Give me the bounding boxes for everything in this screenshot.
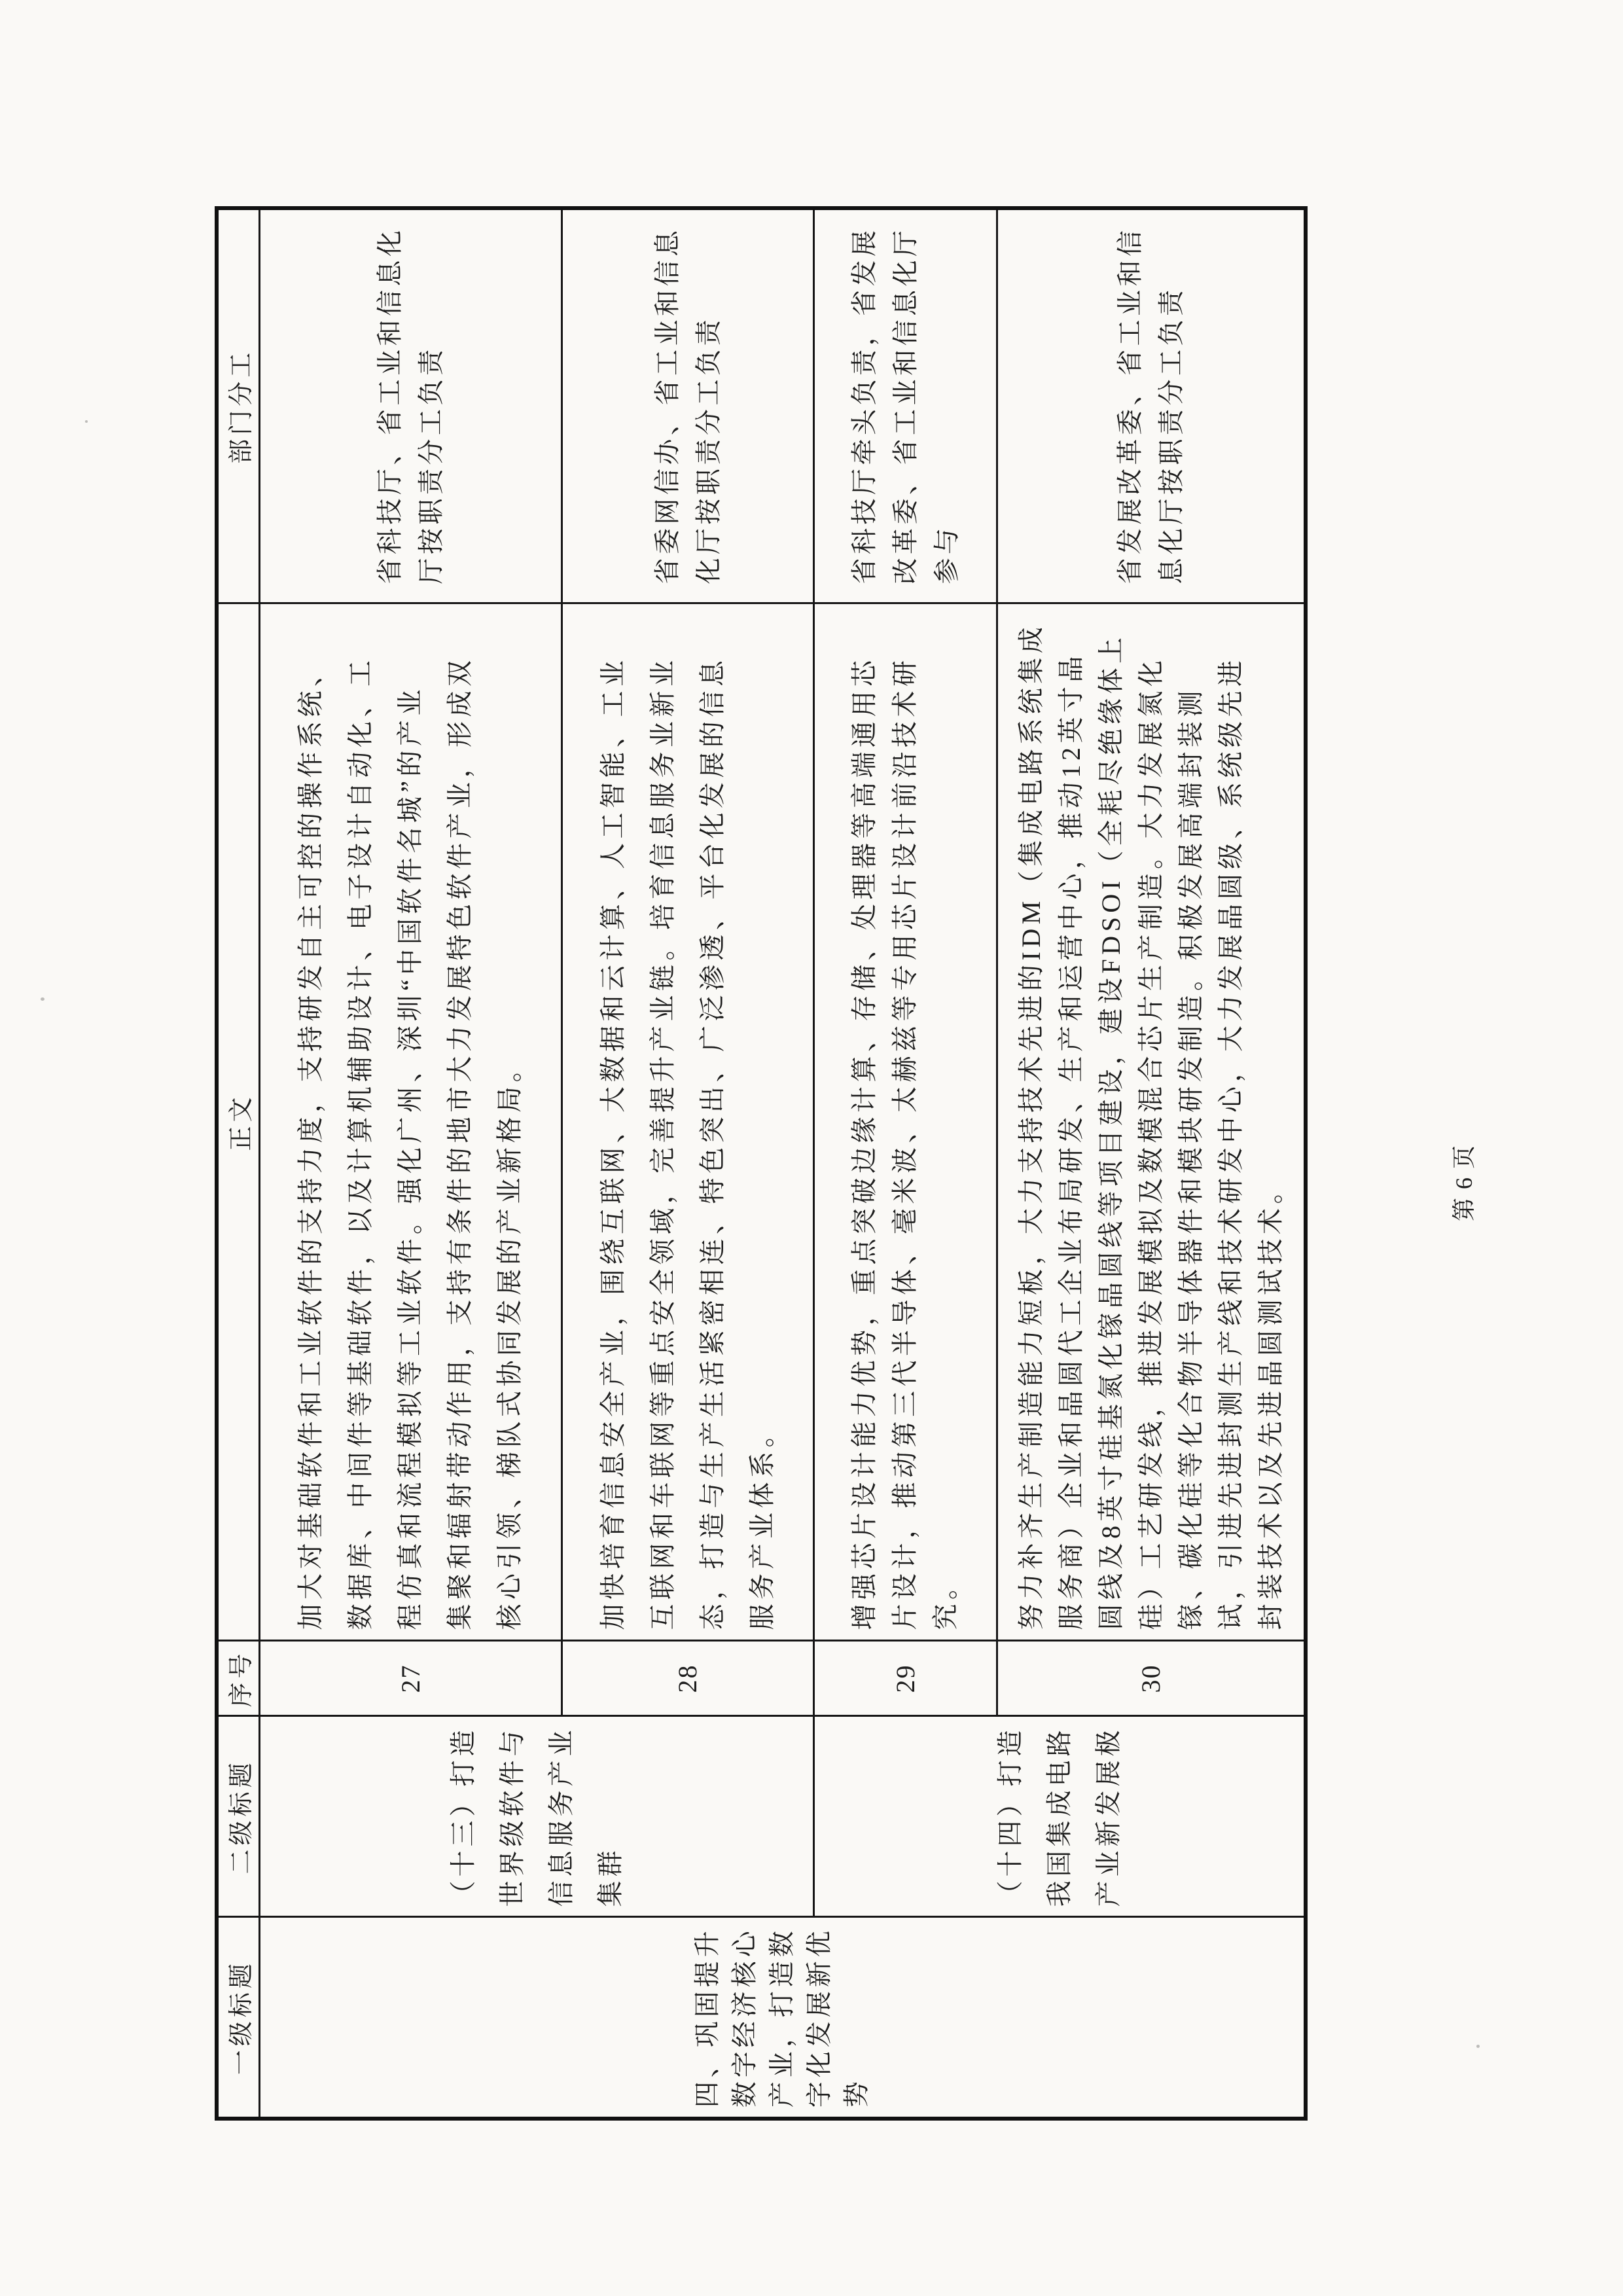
division-text-29: 省科技厅牵头负责，省发展 改革委、省工业和信息化厅 参与 bbox=[849, 226, 961, 584]
body-cell-29 bbox=[813, 603, 997, 1641]
level2-title-text-14: （十四）打造 我国集成电路 产业新发展极 bbox=[995, 1726, 1123, 1907]
division-cell-28 bbox=[562, 208, 813, 603]
landscape-table-canvas bbox=[215, 210, 1304, 2121]
level1-title-cell bbox=[259, 1917, 1306, 2119]
serial-cell-29: 29 bbox=[813, 1641, 997, 1716]
division-text-28: 省委网信办、省工业和信息 化厅按职责分工负责 bbox=[652, 226, 723, 584]
col-header-body: 正文 bbox=[217, 603, 259, 1641]
level2-title-cell-14 bbox=[813, 1716, 1306, 1917]
scan-speck bbox=[41, 997, 45, 1001]
col-header-level2: 二级标题 bbox=[217, 1716, 259, 1917]
table-row-27 bbox=[259, 208, 562, 2119]
level2-title-cell-13 bbox=[259, 1716, 813, 1917]
body-text-27: 加大对基础软件和工业软件的支持力度，支持研发自主可控的操作系统、 数据库、中间件等基础软件，以及计算机辅助设计、电子设计自动化、工 程仿真和流程模拟等工业软件。强化广州、深圳“中国软件名城”的产业 集聚和辐射带动作用，支持有条件的地市大力发展特色软件产业，形成双 核心引领、梯队式协同发展的产业新格局。 bbox=[296, 656, 524, 1630]
division-cell-27 bbox=[259, 208, 562, 603]
task-division-table bbox=[215, 206, 1308, 2121]
body-cell-28 bbox=[562, 603, 813, 1641]
division-text-27: 省科技厅、省工业和信息化 厅按职责分工负责 bbox=[375, 226, 446, 584]
col-header-serial: 序号 bbox=[217, 1641, 259, 1716]
serial-cell-30: 30 bbox=[997, 1641, 1306, 1716]
body-cell-30 bbox=[997, 603, 1306, 1641]
col-header-division: 部门分工 bbox=[217, 208, 259, 603]
scan-speck bbox=[1476, 2045, 1480, 2048]
rotated-table-area bbox=[215, 210, 1304, 2121]
page-number-area bbox=[1448, 1105, 1480, 1221]
level1-title-text: 四、巩固提升 数字经济核心 产业，打造数 字化发展新优 势 bbox=[692, 1927, 872, 2108]
level2-title-text-13: （十三）打造 世界级软件与 信息服务产业 集群 bbox=[448, 1726, 625, 1907]
page-number-label: 第 6 页 bbox=[1451, 1143, 1477, 1221]
division-text-30: 省发展改革委、省工业和信 息化厅按职责分工负责 bbox=[1115, 226, 1186, 584]
body-cell-27 bbox=[259, 603, 562, 1641]
division-cell-29 bbox=[813, 208, 997, 603]
header-row bbox=[217, 208, 259, 2119]
body-text-30: 努力补齐生产制造能力短板，大力支持技术先进的IDM（集成电路系统集成 服务商）企业和晶圆代工企业布局研发、生产和运营中心，推动12英寸晶 圆线及8英寸硅基氮化镓晶圆线等项目建设，建设FDSOI（全耗尽绝缘体上 硅）工艺研发线，推进发展模拟及数模混合芯片生产制造。大力发展氮化 镓、碳化硅等化合物半导体器件和模块研发制造。积极发展高端封装测 试，引进先进封测生产线和技术研发中心，大力发展晶圆级、系统级先进 封装技术以及先进晶圆测试技术。 bbox=[1016, 622, 1285, 1630]
division-cell-30 bbox=[997, 208, 1306, 603]
col-header-level1: 一级标题 bbox=[217, 1917, 259, 2119]
serial-cell-28: 28 bbox=[562, 1641, 813, 1716]
table-row-29 bbox=[813, 208, 997, 2119]
serial-cell-27: 27 bbox=[259, 1641, 562, 1716]
body-text-29: 增强芯片设计能力优势，重点突破边缘计算、存储、处理器等高端通用芯 片设计，推动第三代半导体、毫米波、太赫兹等专用芯片设计前沿技术研 究。 bbox=[849, 656, 960, 1630]
scan-speck bbox=[85, 420, 88, 423]
body-text-28: 加快培育信息安全产业，围绕互联网、大数据和云计算、人工智能、工业 互联网和车联网等重点安全领域，完善提升产业链。培育信息服务业新业 态，打造与生产生活紧密相连、特色突出、广泛渗透、平台化发展的信息 服务产业体系。 bbox=[597, 656, 777, 1630]
